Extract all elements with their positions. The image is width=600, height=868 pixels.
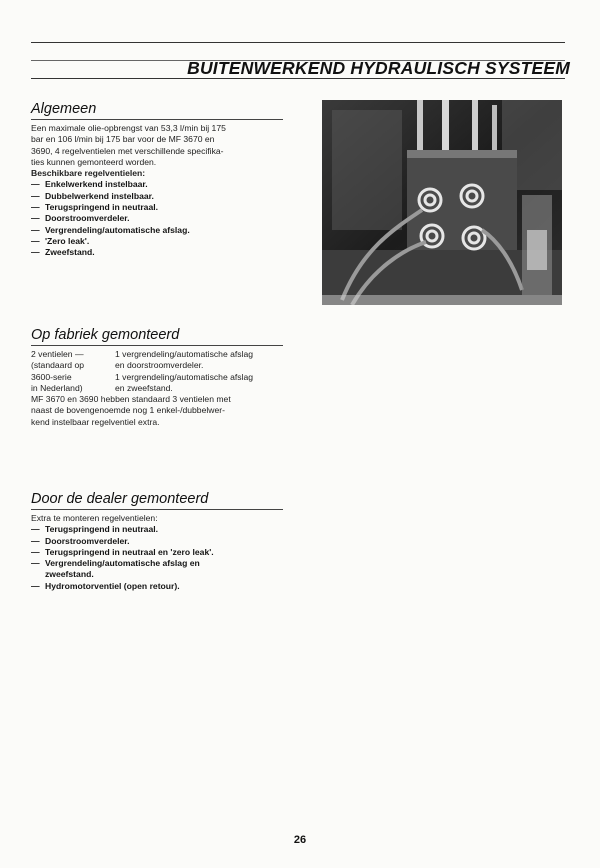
dealer-intro: Extra te monteren regelventielen: (31, 513, 158, 523)
list-item: — Vergrendeling/automatische afslag. (31, 224, 190, 235)
valve-table-col1 (31, 349, 115, 394)
section-rule (31, 119, 283, 120)
list-heading: Beschikbare regelventielen: (31, 168, 146, 179)
section-rule (31, 345, 283, 346)
table-cell: 1 vergrendeling/automatische afslag (115, 349, 254, 359)
table-cell: en zweefstand. (115, 382, 173, 393)
table-cell: en doorstroomverdeler. (115, 360, 204, 371)
page-title: BUITENWERKEND HYDRAULISCH SYSTEEM (187, 58, 570, 78)
list-item: — Enkelwerkend instelbaar. (31, 179, 148, 190)
list-item: — Zweefstand. (31, 247, 95, 258)
fabriek-text-line: MF 3670 en 3690 hebben standaard 3 ventielen met (31, 394, 231, 405)
section-heading-algemeen: Algemeen (31, 101, 97, 117)
table-cell: 3600-serie (31, 371, 72, 382)
hydraulic-valves-photo (322, 100, 562, 305)
algemeen-text-line: 3690, 4 regelventielen met verschillende specifika- (31, 145, 224, 156)
table-cell: in Nederland) (31, 382, 83, 393)
list-item: — Terugspringend in neutraal. (31, 524, 159, 535)
list-item: — Vergrendeling/automatische afslag en zweefstand. (31, 558, 200, 580)
section-dealer (31, 490, 283, 592)
page-number: 26 (293, 834, 307, 846)
list-item: — Terugspringend in neutraal en 'zero leak'. (31, 546, 214, 557)
list-item: — Hydromotorventiel (open retour). (31, 580, 180, 591)
section-algemeen (31, 100, 283, 259)
header-rule-top (31, 42, 565, 43)
table-cell: 2 ventielen — (31, 349, 84, 359)
section-heading-fabriek: Op fabriek gemonteerd (31, 327, 180, 343)
table-cell: 1 vergrendeling/automatische afslag (115, 371, 254, 382)
table-cell: (standaard op (31, 360, 85, 371)
algemeen-text-line: ties kunnen gemonteerd worden. (31, 156, 157, 167)
algemeen-text-line: bar en 106 l/min bij 175 bar voor de MF 3670 en (31, 134, 215, 145)
list-item: — Doorstroomverdeler. (31, 535, 130, 546)
valve-table (31, 349, 283, 394)
list-item: — Terugspringend in neutraal. (31, 202, 159, 213)
fabriek-text-line: naast de bovengenoemde nog 1 enkel-/dubbelwer- (31, 405, 225, 416)
list-item: — Dubbelwerkend instelbaar. (31, 190, 154, 201)
hydraulic-valves-image (322, 100, 562, 305)
section-rule (31, 509, 283, 510)
valve-table-col2 (115, 349, 283, 394)
section-fabriek (31, 326, 283, 428)
fabriek-text-line: kend instelbaar regelventiel extra. (31, 416, 160, 427)
algemeen-text-line: Een maximale olie-opbrengst van 53,3 l/min bij 175 (31, 123, 226, 133)
valve-list (31, 179, 283, 258)
dealer-valve-list (31, 524, 283, 592)
section-heading-dealer: Door de dealer gemonteerd (31, 491, 209, 507)
list-item: — Doorstroomverdeler. (31, 213, 130, 224)
list-item: — 'Zero leak'. (31, 235, 90, 246)
